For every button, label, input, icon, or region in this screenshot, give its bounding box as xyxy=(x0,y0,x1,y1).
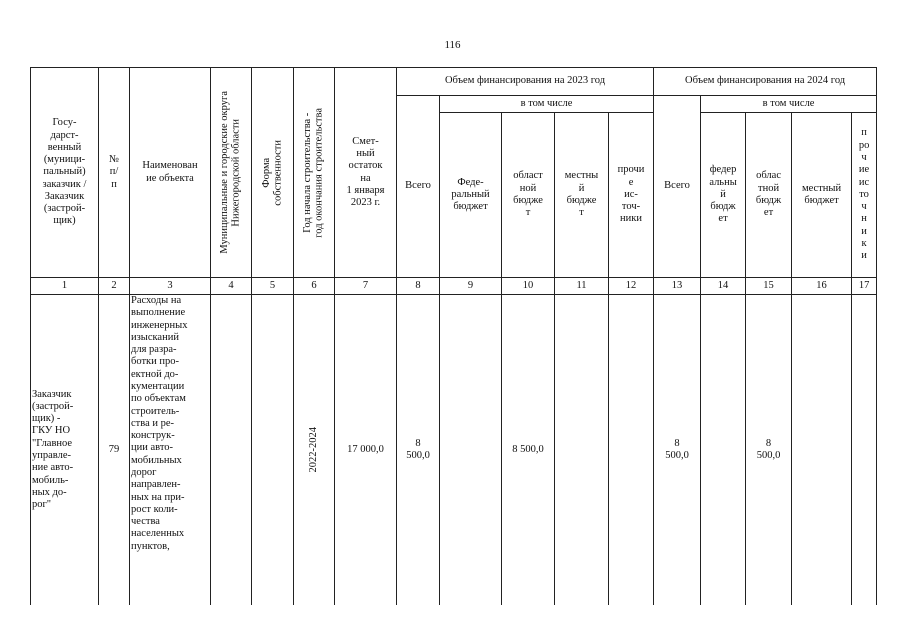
header-local-2023: местны й бюдже т xyxy=(555,113,609,278)
header-total-2024: Всего xyxy=(654,96,701,278)
column-number: 10 xyxy=(502,278,555,295)
column-number: 9 xyxy=(440,278,502,295)
page-number: 116 xyxy=(444,39,461,51)
header-other-2024: п ро ч ие ис то ч н и к и xyxy=(852,113,877,278)
header-object-name: Наименован ие объекта xyxy=(130,68,211,278)
header-local-2024: местный бюджет xyxy=(792,113,852,278)
customer-cell: Заказчик (застрой- щик) - ГКУ НО "Главное управле- ние авто- мобиль- ных до- рог" xyxy=(31,295,99,606)
header-federal-2023: Феде- ральный бюджет xyxy=(440,113,502,278)
header-ownership-form: Форма собственности xyxy=(252,68,294,278)
column-number: 1 xyxy=(31,278,99,295)
header-regional-2024: облас тной бюдж ет xyxy=(746,113,792,278)
header-number: № п/ п xyxy=(99,68,130,278)
column-number: 6 xyxy=(294,278,335,295)
header-row-1 xyxy=(31,68,877,96)
column-number: 13 xyxy=(654,278,701,295)
header-construction-years: Год начала строительства - год окончания строительства xyxy=(294,68,335,278)
municipality-cell xyxy=(211,295,252,606)
estimate-balance-cell: 17 000,0 xyxy=(335,295,397,606)
row-number-cell: 79 xyxy=(99,295,130,606)
object-name-cell: Расходы на выполнение инженерных изысканий для разра- ботки про- ектной до- кументации по объектам строитель- ства и ре- конструк- ции авто- мобильных дорог направлен- ных на при- рост коли- чества населенных пунктов, xyxy=(130,295,211,606)
header-municipality: Муниципальные и городские округа Нижегородской области xyxy=(211,68,252,278)
federal-2023-cell xyxy=(440,295,502,606)
construction-years-cell: 2022-2024 xyxy=(294,295,335,606)
total-2023-cell: 8 500,0 xyxy=(397,295,440,606)
header-customer: Госу- дарст- венный (муници- пальный) заказчик / Заказчик (застрой- щик) xyxy=(31,68,99,278)
column-number: 7 xyxy=(335,278,397,295)
regional-2024-cell: 8 500,0 xyxy=(746,295,792,606)
ownership-form-cell xyxy=(252,295,294,606)
header-estimate-balance: Смет- ный остаток на 1 января 2023 г. xyxy=(335,68,397,278)
local-2024-cell xyxy=(792,295,852,606)
column-number: 12 xyxy=(609,278,654,295)
table-row xyxy=(31,295,877,606)
column-number: 5 xyxy=(252,278,294,295)
header-financing-2024: Объем финансирования на 2024 год xyxy=(654,68,877,96)
local-2023-cell xyxy=(555,295,609,606)
header-other-2023: прочи е ис- точ- ники xyxy=(609,113,654,278)
header-including-2023: в том числе xyxy=(440,96,654,113)
column-number: 4 xyxy=(211,278,252,295)
column-number: 3 xyxy=(130,278,211,295)
header-federal-2024: федер альны й бюдж ет xyxy=(701,113,746,278)
other-2024-cell xyxy=(852,295,877,606)
total-2024-cell: 8 500,0 xyxy=(654,295,701,606)
other-2023-cell xyxy=(609,295,654,606)
federal-2024-cell xyxy=(701,295,746,606)
financing-table xyxy=(30,67,877,605)
header-total-2023: Всего xyxy=(397,96,440,278)
column-number: 15 xyxy=(746,278,792,295)
column-number: 8 xyxy=(397,278,440,295)
column-number-row xyxy=(31,278,877,295)
header-financing-2023: Объем финансирования на 2023 год xyxy=(397,68,654,96)
header-including-2024: в том числе xyxy=(701,96,877,113)
regional-2023-cell: 8 500,0 xyxy=(502,295,555,606)
column-number: 14 xyxy=(701,278,746,295)
column-number: 2 xyxy=(99,278,130,295)
header-regional-2023: област ной бюдже т xyxy=(502,113,555,278)
column-number: 11 xyxy=(555,278,609,295)
column-number: 16 xyxy=(792,278,852,295)
column-number: 17 xyxy=(852,278,877,295)
